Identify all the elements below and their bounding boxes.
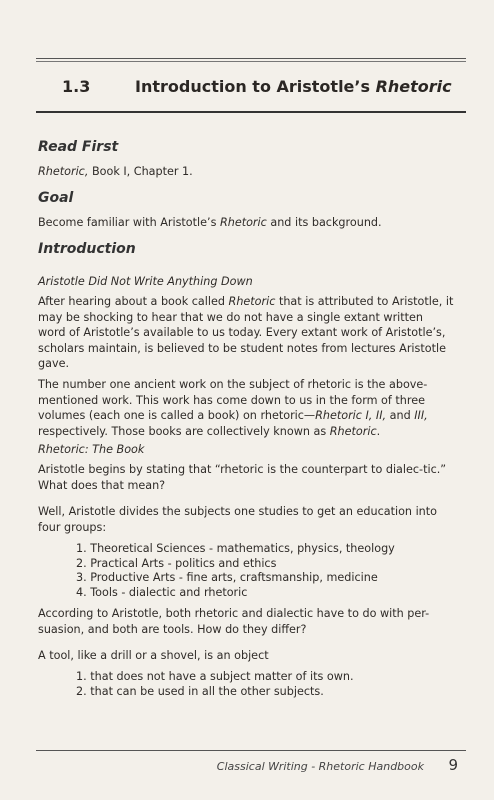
paragraph-4: Well, Aristotle divides the subjects one studies to get an education into four groups:: [38, 505, 438, 534]
subheading-rhetoric-book: Rhetoric: The Book: [38, 443, 145, 456]
paragraph-2: The number one ancient work on the subject of rhetoric is the above-mentioned work. This work has come down to us in the form of three volumes (each one is called a book) on rhetoric—Rhetoric I, II, and III, respectively. Those books are collectively known as Rhetoric.: [38, 378, 428, 438]
goal-heading: Goal: [38, 190, 74, 206]
read-first-heading: Read First: [38, 139, 119, 155]
list-item: 1. Theoretical Sciences - mathematics, physics, theology: [76, 542, 395, 555]
chapter-rule: [36, 111, 466, 113]
list-item: 2. that can be used in all the other subjects.: [76, 684, 324, 698]
introduction-heading: Introduction: [38, 241, 136, 257]
footer-title: Classical Writing - Rhetoric Handbook: [216, 760, 424, 773]
chapter-title: Introduction to Aristotle’s Rhetoric: [135, 77, 452, 96]
footer-rule: [36, 750, 466, 751]
list-item: 1. that does not have a subject matter of its own.: [76, 670, 354, 683]
groups-list: [76, 542, 395, 600]
list-item: 2. Practical Arts - politics and ethics: [76, 556, 277, 570]
list-item: 4. Tools - dialectic and rhetoric: [76, 585, 248, 599]
paragraph-1: After hearing about a book called Rhetoric that is attributed to Aristotle, it may be shocking to hear that we do not have a single extant written word of Aristotle’s available to us today. Every extant work of Aristotle’s, scholars maintain, is believed to be student notes from lectures Aristotle gave.: [38, 295, 454, 370]
list-item: 3. Productive Arts - fine arts, craftsmanship, medicine: [76, 571, 378, 585]
paragraph-3: Aristotle begins by stating that “rhetoric is the counterpart to dialec-tic.” What does that mean?: [38, 463, 447, 492]
top-rule: [36, 58, 466, 59]
chapter-number: 1.3: [62, 77, 91, 96]
read-first-text: Rhetoric, Book I, Chapter 1.: [38, 165, 193, 178]
page-number: 9: [448, 756, 458, 774]
paragraph-5: According to Aristotle, both rhetoric and dialectic have to do with per-suasion, and both are tools. How do they differ?: [38, 607, 430, 636]
subheading-aristotle: Aristotle Did Not Write Anything Down: [38, 275, 253, 288]
top-rule-thin: [36, 61, 466, 62]
paragraph-6: A tool, like a drill or a shovel, is an object: [38, 649, 269, 662]
tool-list: [76, 670, 354, 699]
goal-text: Become familiar with Aristotle’s Rhetoric and its background.: [38, 216, 382, 229]
